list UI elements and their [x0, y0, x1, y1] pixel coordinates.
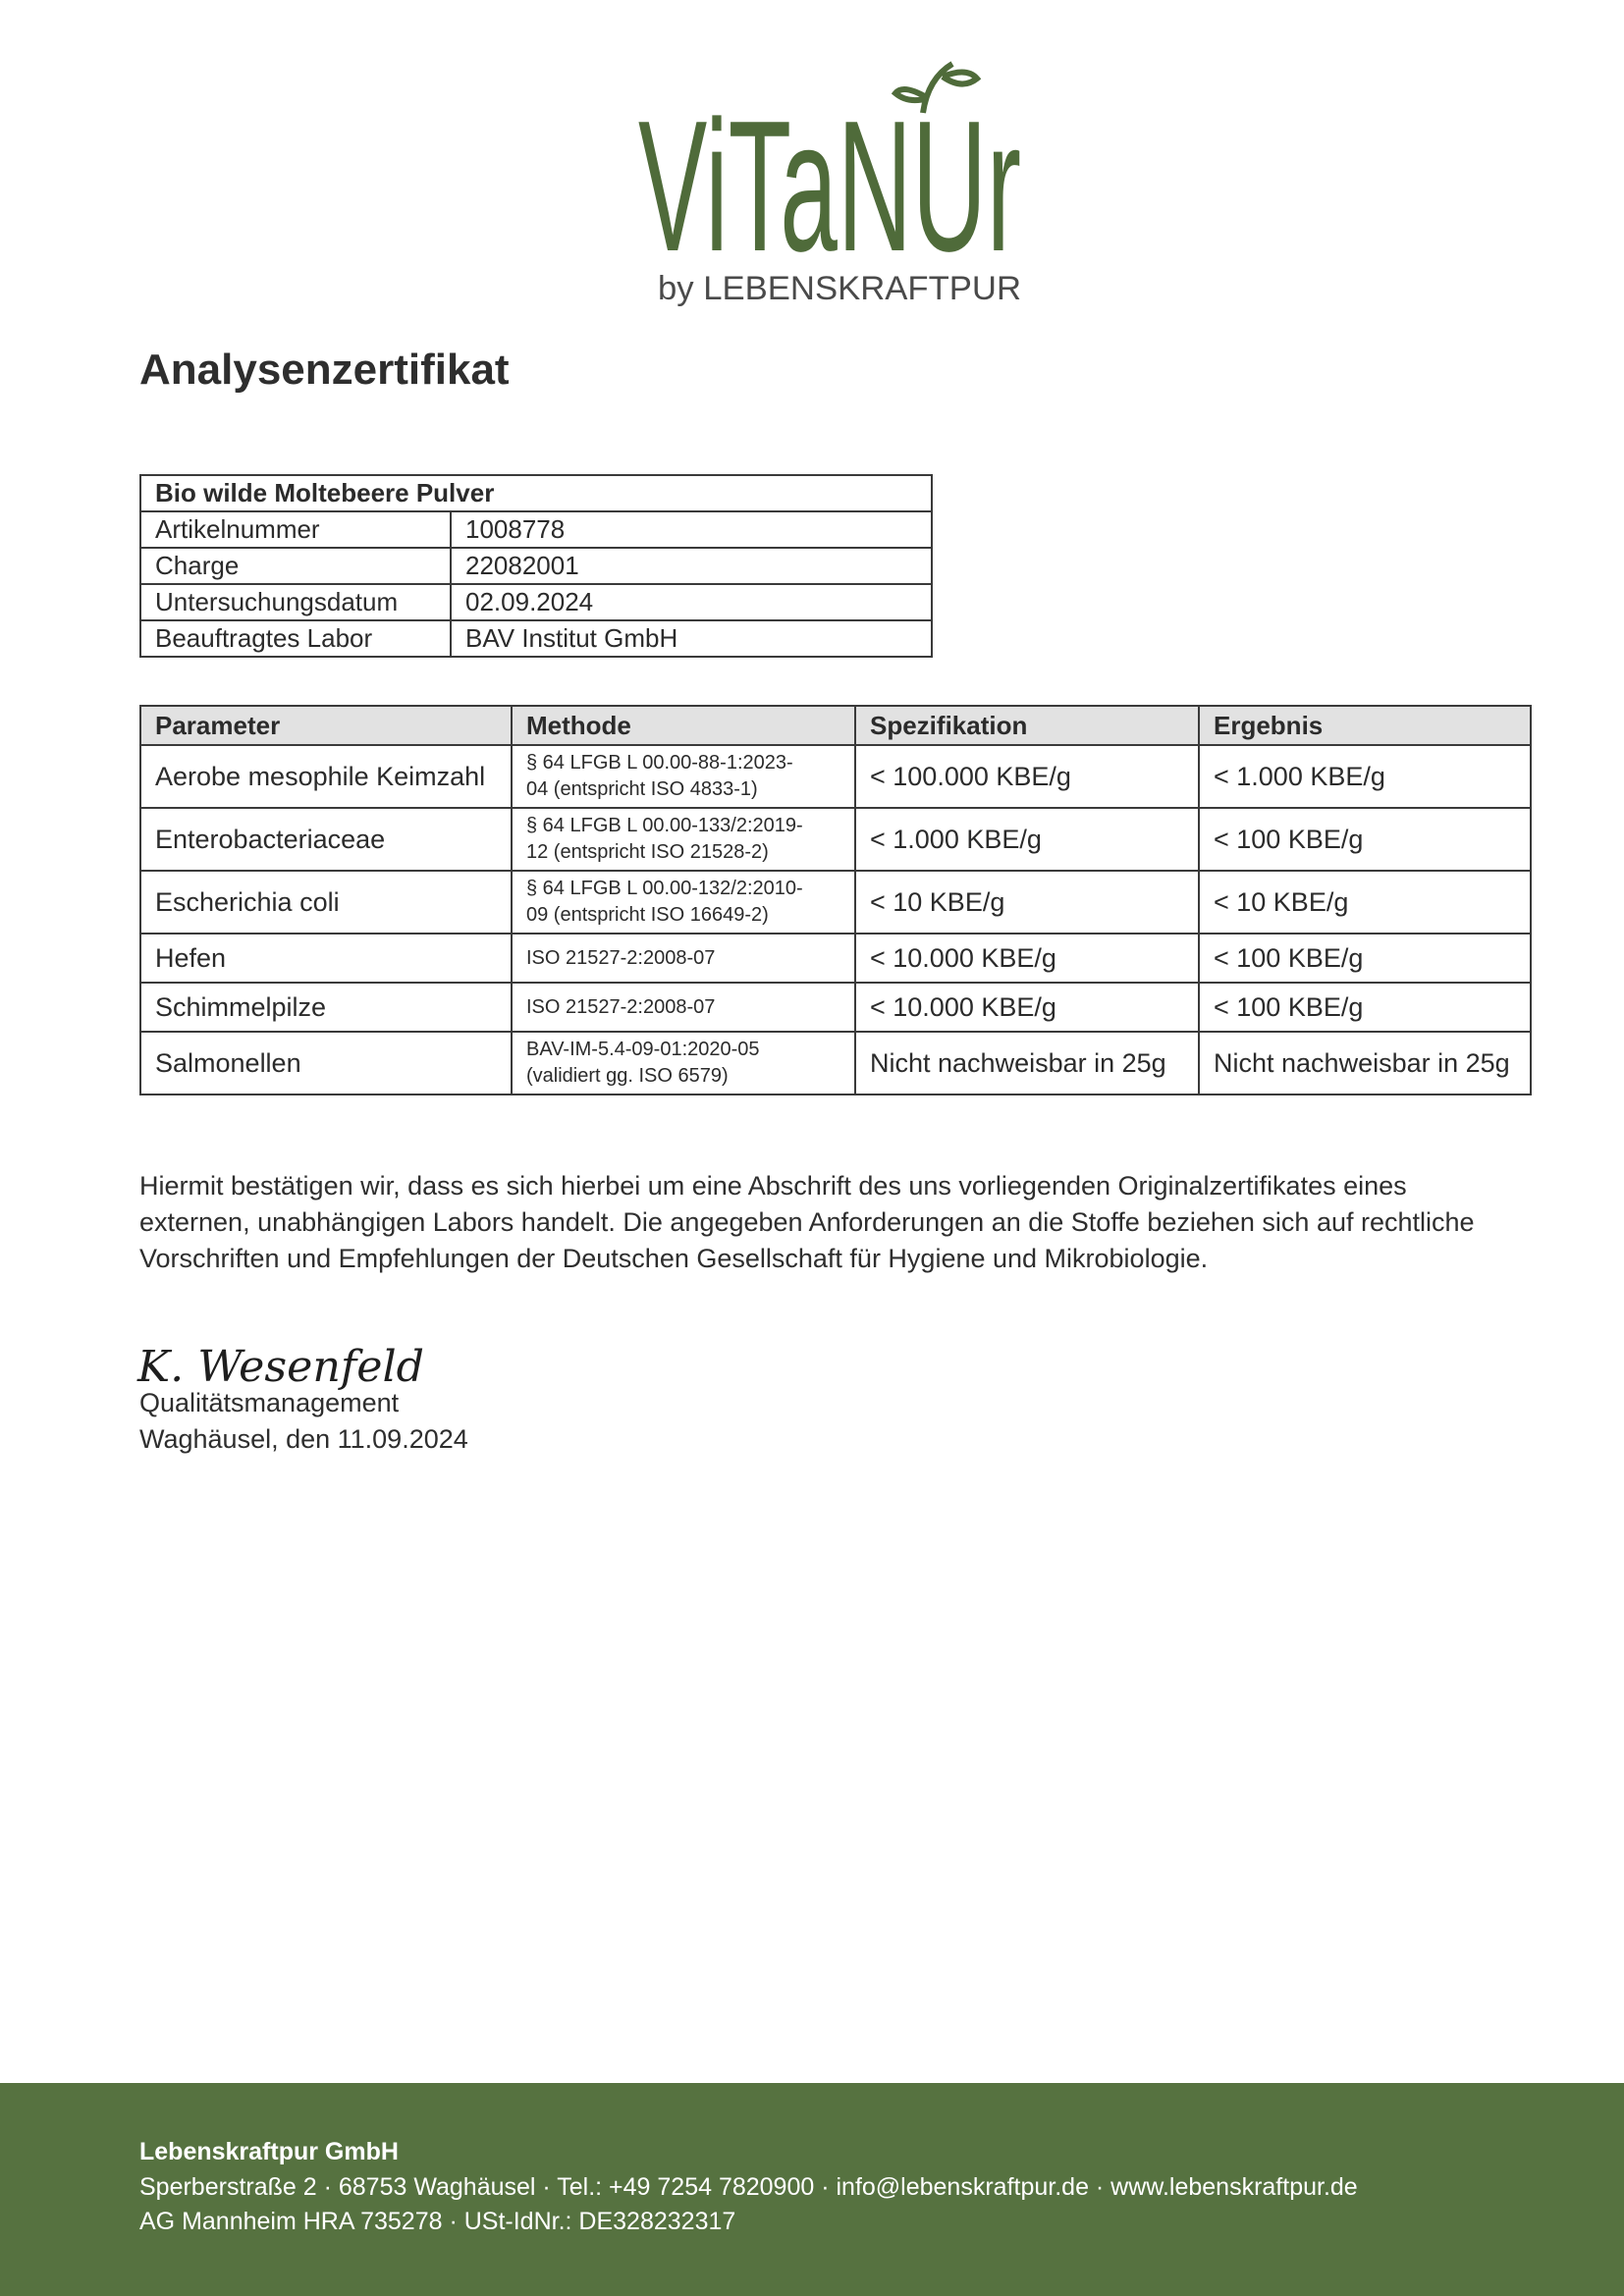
table-row [140, 1032, 1531, 1095]
info-value: 02.09.2024 [451, 584, 932, 620]
parameter-cell: Schimmelpilze [140, 983, 512, 1032]
method-line: § 64 LFGB L 00.00-132/2:2010- [526, 878, 803, 899]
logo-graphic [628, 39, 1041, 314]
table-row [140, 808, 1531, 871]
analysis-results-table [139, 705, 1532, 1095]
product-info-row [140, 584, 932, 620]
results-header-row [140, 706, 1531, 745]
confirmation-note [139, 1168, 1534, 1277]
parameter-cell: Aerobe mesophile Keimzahl [140, 745, 512, 808]
footer-address: Sperberstraße 2 · 68753 Waghäusel · Tel.: +49 7254 7820900 · info@lebenskraftpur.de · www.lebenskraftpur.de [139, 2173, 1358, 2201]
footer-registry: AG Mannheim HRA 735278 · USt-IdNr.: DE328232317 [139, 2208, 736, 2235]
parameter-cell: Escherichia coli [140, 871, 512, 934]
signatory-role: Qualitätsmanagement [139, 1388, 400, 1417]
method-line: 12 (entspricht ISO 21528-2) [526, 841, 769, 863]
product-info-table [139, 474, 933, 658]
vitanur-logo [628, 39, 1041, 314]
note-line: Vorschriften und Empfehlungen der Deutschen Gesellschaft für Hygiene und Mikrobiologie. [139, 1244, 1209, 1273]
table-row [140, 871, 1531, 934]
page-title: Analysenzertifikat [139, 346, 510, 394]
specification-cell: Nicht nachweisbar in 25g [855, 1032, 1199, 1095]
info-label: Charge [140, 548, 451, 584]
method-line: 04 (entspricht ISO 4833-1) [526, 778, 758, 800]
parameter-cell: Enterobacteriaceae [140, 808, 512, 871]
info-value: 22082001 [451, 548, 932, 584]
result-cell: < 100 KBE/g [1199, 808, 1531, 871]
method-cell: ISO 21527-2:2008-07 [512, 983, 855, 1032]
method-cell [512, 745, 855, 808]
logo-byline: by LEBENSKRAFTPUR [658, 270, 1021, 307]
product-info-row [140, 548, 932, 584]
method-cell [512, 871, 855, 934]
specification-cell: < 10.000 KBE/g [855, 934, 1199, 983]
parameter-cell: Hefen [140, 934, 512, 983]
result-cell: < 1.000 KBE/g [1199, 745, 1531, 808]
footer-company: Lebenskraftpur GmbH [139, 2138, 399, 2165]
place-date: Waghäusel, den 11.09.2024 [139, 1424, 468, 1454]
method-line: 09 (entspricht ISO 16649-2) [526, 904, 769, 926]
product-info-row [140, 511, 932, 548]
product-name-row [140, 475, 932, 511]
info-label: Untersuchungsdatum [140, 584, 451, 620]
method-cell: ISO 21527-2:2008-07 [512, 934, 855, 983]
result-cell: < 100 KBE/g [1199, 934, 1531, 983]
table-row [140, 983, 1531, 1032]
specification-cell: < 10 KBE/g [855, 871, 1199, 934]
product-info-row [140, 620, 932, 657]
info-label: Artikelnummer [140, 511, 451, 548]
method-cell [512, 1032, 855, 1095]
info-value: 1008778 [451, 511, 932, 548]
result-cell: < 100 KBE/g [1199, 983, 1531, 1032]
column-header-method: Methode [512, 706, 855, 745]
footer [0, 2083, 1624, 2296]
note-line: Hiermit bestätigen wir, dass es sich hierbei um eine Abschrift des uns vorliegenden Originalzertifikates eines [139, 1171, 1407, 1201]
method-line: (validiert gg. ISO 6579) [526, 1065, 729, 1087]
specification-cell: < 10.000 KBE/g [855, 983, 1199, 1032]
table-row [140, 934, 1531, 983]
parameter-cell: Salmonellen [140, 1032, 512, 1095]
logo-wordmark: ViTaNUr [638, 82, 1021, 291]
signature-script: K. Wesenfeld [135, 1342, 424, 1392]
table-row [140, 745, 1531, 808]
specification-cell: < 100.000 KBE/g [855, 745, 1199, 808]
column-header-result: Ergebnis [1199, 706, 1531, 745]
product-name: Bio wilde Moltebeere Pulver [140, 475, 932, 511]
column-header-specification: Spezifikation [855, 706, 1199, 745]
method-cell [512, 808, 855, 871]
result-cell: Nicht nachweisbar in 25g [1199, 1032, 1531, 1095]
result-cell: < 10 KBE/g [1199, 871, 1531, 934]
method-line: § 64 LFGB L 00.00-88-1:2023- [526, 752, 793, 774]
method-line: BAV-IM-5.4-09-01:2020-05 [526, 1039, 760, 1060]
info-value: BAV Institut GmbH [451, 620, 932, 657]
note-line: externen, unabhängigen Labors handelt. Die angegeben Anforderungen an die Stoffe beziehen sich auf rechtliche [139, 1207, 1475, 1237]
column-header-parameter: Parameter [140, 706, 512, 745]
specification-cell: < 1.000 KBE/g [855, 808, 1199, 871]
method-line: § 64 LFGB L 00.00-133/2:2019- [526, 815, 803, 836]
info-label: Beauftragtes Labor [140, 620, 451, 657]
